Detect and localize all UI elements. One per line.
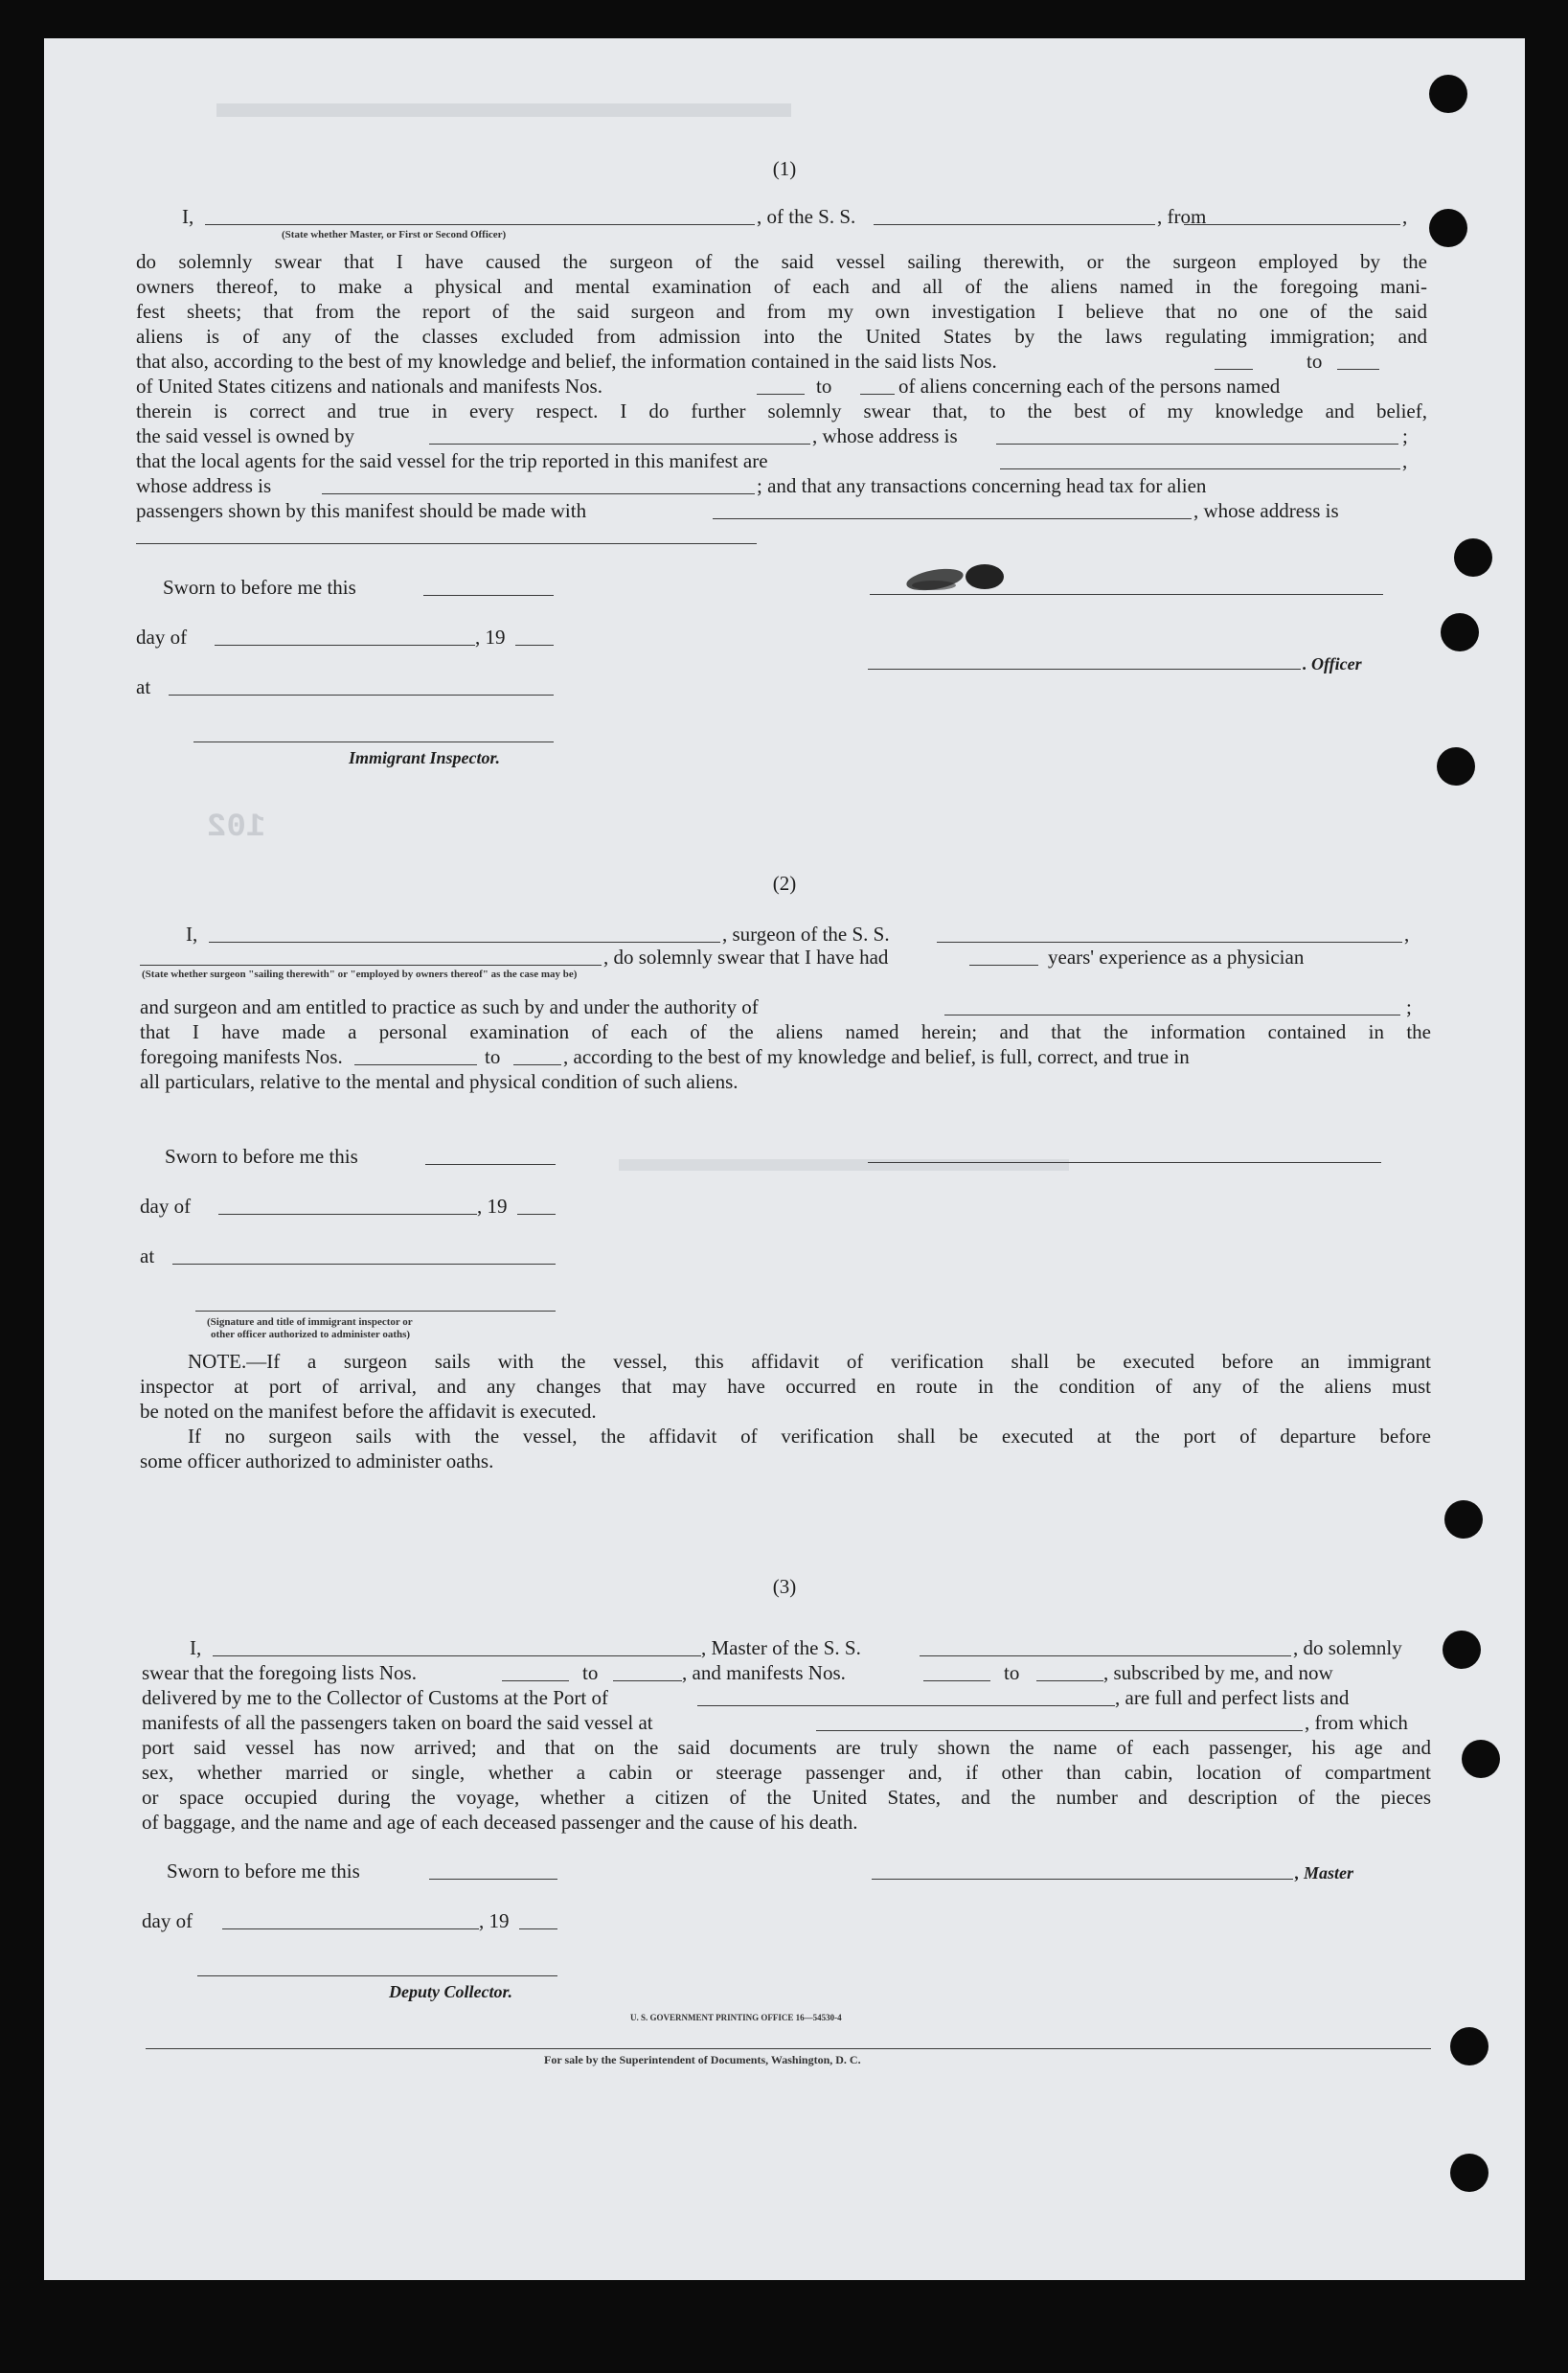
s3-sworn-date-field[interactable] — [429, 1879, 557, 1880]
from-port-field[interactable] — [1184, 224, 1400, 225]
s1-line-3: owners thereof, to make a physical and mental examination of each and all of the aliens named in the foregoing mani- — [136, 275, 1427, 298]
s2-signature-hint-1: (Signature and title of immigrant inspector or — [207, 1316, 413, 1328]
s2-line-6: all particulars, relative to the mental and physical condition of such aliens. — [140, 1070, 739, 1093]
s2-inspector-signature-field[interactable] — [195, 1311, 556, 1312]
section-1-heading: (1) — [772, 157, 797, 180]
s1-line-5: aliens is of any of the classes excluded from admission into the United States by the laws regulating immigration; and — [136, 325, 1427, 348]
s1-sworn-date-field[interactable] — [423, 595, 554, 596]
punch-hole — [1450, 2027, 1488, 2065]
sale-notice: For sale by the Superintendent of Documents, Washington, D. C. — [544, 2053, 861, 2066]
list-no-to-field[interactable] — [1337, 369, 1379, 370]
s2-year-label: , 19 — [477, 1195, 508, 1218]
s1-line-11-a: whose address is — [136, 474, 272, 497]
s1-line-10-b: , — [1402, 449, 1408, 472]
s3-manifest-from-field[interactable] — [923, 1680, 990, 1681]
s2-line-5-c: , according to the best of my knowledge and belief, is full, correct, and true in — [563, 1045, 1190, 1068]
s3-line-3-b: , are full and perfect lists and — [1115, 1686, 1350, 1709]
owner-address-field[interactable] — [996, 444, 1398, 445]
s3-line-4-b: , from which — [1305, 1711, 1408, 1734]
surgeon-status-field[interactable] — [140, 965, 602, 966]
punch-hole — [1429, 209, 1467, 247]
s2-line-3-b: ; — [1406, 995, 1412, 1018]
s1-line-7-c: of aliens concerning each of the persons named — [898, 375, 1281, 398]
s1-year-label: , 19 — [475, 626, 506, 649]
vessel-owner-field[interactable] — [429, 444, 810, 445]
punch-hole — [1441, 613, 1479, 651]
master-name-field[interactable] — [213, 1655, 701, 1656]
s3-sworn-label: Sworn to before me this — [167, 1860, 360, 1882]
s2-day-field[interactable] — [218, 1214, 477, 1215]
s1-at-label: at — [136, 675, 151, 698]
s1-line-11-b: ; and that any transactions concerning head tax for alien — [757, 474, 1207, 497]
surgeon-name-field[interactable] — [209, 942, 720, 943]
s1-line-8: therein is correct and true in every respect. I do further solemnly swear that, to the best of my knowledge and belief, — [136, 399, 1427, 422]
s2-line-5-a: foregoing manifests Nos. — [140, 1045, 343, 1068]
s2-surgeon-signature-field[interactable] — [868, 1162, 1381, 1163]
collector-label: Deputy Collector. — [389, 1982, 512, 2001]
s2-line-4: that I have made a personal examination of each of the aliens named herein; and that the information contained in the — [140, 1020, 1431, 1043]
s1-line-9-b: , whose address is — [812, 424, 958, 447]
s3-list-to-field[interactable] — [613, 1680, 682, 1681]
s3-line-2-b: to — [582, 1661, 599, 1684]
s3-day-field[interactable] — [222, 1928, 479, 1929]
s2-day-label: day of — [140, 1195, 192, 1218]
s1-at-field[interactable] — [169, 695, 554, 696]
note-line-5: some officer authorized to administer oaths. — [140, 1449, 494, 1472]
s1-line-1-d: , — [1402, 205, 1408, 228]
s1-line-12-a: passengers shown by this manifest should be made with — [136, 499, 587, 522]
s3-manifest-to-field[interactable] — [1036, 1680, 1103, 1681]
s1-line-1-b: , of the S. S. — [757, 205, 856, 228]
s1-sworn-label: Sworn to before me this — [163, 576, 356, 599]
form-page — [44, 38, 1525, 2280]
s1-line-7-a: of United States citizens and nationals and manifests Nos. — [136, 375, 602, 398]
s1-year-field[interactable] — [515, 645, 554, 646]
head-tax-party-field[interactable] — [713, 518, 1192, 519]
s2-line-5-b: to — [485, 1045, 501, 1068]
officer-rank-field[interactable] — [205, 224, 755, 225]
s1-line-1-a: I, — [182, 205, 194, 228]
s1-line-7-b: to — [816, 375, 832, 398]
s1-line-6-a: that also, according to the best of my knowledge and belief, the information contained in the said lists Nos. — [136, 350, 997, 373]
s2-manifest-from-field[interactable] — [354, 1064, 477, 1065]
s1-line-9-c: ; — [1402, 424, 1408, 447]
punch-hole — [1429, 75, 1467, 113]
s3-line-1-b: , Master of the S. S. — [701, 1636, 861, 1659]
punch-hole — [1462, 1740, 1500, 1778]
s1-inspector-label: Immigrant Inspector. — [349, 748, 501, 767]
s3-line-1-c: , do solemnly — [1293, 1636, 1402, 1659]
s2-line-1-c: , — [1404, 923, 1410, 946]
note-line-2: inspector at port of arrival, and any changes that may have occurred en route in the condition of any of the aliens must — [140, 1375, 1431, 1398]
head-tax-address-field[interactable] — [136, 543, 757, 544]
s1-officer-signature-field[interactable] — [868, 669, 1301, 670]
s3-master-label: , Master — [1295, 1863, 1354, 1882]
s3-line-2-c: , and manifests Nos. — [682, 1661, 846, 1684]
s3-line-3-a: delivered by me to the Collector of Customs at the Port of — [142, 1686, 608, 1709]
boarding-port-field[interactable] — [816, 1730, 1303, 1731]
years-experience-field[interactable] — [969, 965, 1038, 966]
s2-line-1-a: I, — [186, 923, 198, 946]
punch-hole — [1454, 538, 1492, 577]
show-through-line — [619, 1159, 1069, 1171]
s1-line-4: fest sheets; that from the report of the said surgeon and from my own investigation I believe that no one of the said — [136, 300, 1427, 323]
s3-line-5: port said vessel has now arrived; and that on the said documents are truly shown the name of each passenger, his age and — [142, 1736, 1431, 1759]
note-line-4: If no surgeon sails with the vessel, the affidavit of verification shall be executed at the port of departure before — [188, 1425, 1431, 1448]
s3-line-8: of baggage, and the name and age of each deceased passenger and the cause of his death. — [142, 1811, 858, 1834]
s3-year-label: , 19 — [479, 1909, 510, 1932]
manifest-no-to-field[interactable] — [860, 394, 895, 395]
s1-officer-top-line[interactable] — [870, 594, 1383, 595]
punch-hole — [1437, 747, 1475, 786]
s1-officer-label: . Officer — [1303, 654, 1362, 673]
s2-ship-name-field[interactable] — [937, 942, 1402, 943]
punch-hole — [1443, 1631, 1481, 1669]
show-through-line — [216, 103, 791, 117]
s3-line-2-d: to — [1004, 1661, 1020, 1684]
s3-line-1-a: I, — [190, 1636, 202, 1659]
s2-at-field[interactable] — [172, 1264, 556, 1265]
list-no-from-field[interactable] — [1215, 369, 1253, 370]
note-line-1: NOTE.—If a surgeon sails with the vessel, this affidavit of verification shall be executed before an immigrant — [188, 1350, 1431, 1373]
punch-hole — [1450, 2154, 1488, 2192]
s2-line-2-b: years' experience as a physician — [1048, 946, 1305, 969]
s2-sworn-label: Sworn to before me this — [165, 1145, 358, 1168]
s2-year-field[interactable] — [517, 1214, 556, 1215]
s2-signature-hint-2: other officer authorized to administer oaths) — [211, 1329, 411, 1340]
s2-at-label: at — [140, 1244, 155, 1267]
local-agents-field[interactable] — [1000, 468, 1400, 469]
master-signature-field[interactable] — [872, 1879, 1293, 1880]
s1-line-12-b: , whose address is — [1193, 499, 1339, 522]
s3-line-4-a: manifests of all the passengers taken on board the said vessel at — [142, 1711, 653, 1734]
s1-line-6-b: to — [1307, 350, 1323, 373]
s3-line-7: or space occupied during the voyage, whether a citizen of the United States, and the number and description of the pieces — [142, 1786, 1431, 1809]
collector-signature-field[interactable] — [197, 1975, 557, 1976]
s1-day-field[interactable] — [215, 645, 475, 646]
manifest-no-from-field[interactable] — [757, 394, 805, 395]
ink-blot — [912, 581, 956, 590]
s3-list-from-field[interactable] — [502, 1680, 569, 1681]
s2-sworn-date-field[interactable] — [425, 1164, 556, 1165]
punch-hole — [1444, 1500, 1483, 1539]
s2-manifest-to-field[interactable] — [513, 1064, 561, 1065]
printing-office-imprint: U. S. GOVERNMENT PRINTING OFFICE 16—54530-4 — [630, 2013, 842, 2022]
footer-rule — [146, 2048, 1431, 2049]
s1-line-10-a: that the local agents for the said vessel for the trip reported in this manifest are — [136, 449, 768, 472]
s3-line-6: sex, whether married or single, whether a cabin or steerage passenger and, if other than cabin, location of compartment — [142, 1761, 1431, 1784]
s1-line-2: do solemnly swear that I have caused the surgeon of the said vessel sailing therewith, or the surgeon employed by the — [136, 250, 1427, 273]
ship-name-field[interactable] — [874, 224, 1155, 225]
ink-blot — [966, 564, 1004, 589]
note-line-3: be noted on the manifest before the affidavit is executed. — [140, 1400, 597, 1423]
s2-line-2-a: , do solemnly swear that I have had — [603, 946, 889, 969]
s3-line-2-e: , subscribed by me, and now — [1103, 1661, 1333, 1684]
section-3-heading: (3) — [772, 1575, 797, 1598]
s3-line-2-a: swear that the foregoing lists Nos. — [142, 1661, 417, 1684]
s1-line-1-c: , from — [1157, 205, 1207, 228]
officer-rank-hint: (State whether Master, or First or Second Officer) — [282, 229, 507, 240]
section-2-heading: (2) — [772, 872, 797, 895]
s2-line-3-a: and surgeon and am entitled to practice as such by and under the authority of — [140, 995, 759, 1018]
show-through-number: 102 — [207, 810, 266, 846]
surgeon-status-hint: (State whether surgeon "sailing therewith" or "employed by owners thereof" as the case may be) — [142, 969, 578, 980]
port-of-customs-field[interactable] — [697, 1705, 1115, 1706]
s2-line-1-b: , surgeon of the S. S. — [722, 923, 890, 946]
s3-year-field[interactable] — [519, 1928, 557, 1929]
s1-line-9-a: the said vessel is owned by — [136, 424, 355, 447]
s1-day-label: day of — [136, 626, 188, 649]
s3-ship-name-field[interactable] — [920, 1655, 1291, 1656]
s3-day-label: day of — [142, 1909, 193, 1932]
agent-address-field[interactable] — [322, 493, 755, 494]
